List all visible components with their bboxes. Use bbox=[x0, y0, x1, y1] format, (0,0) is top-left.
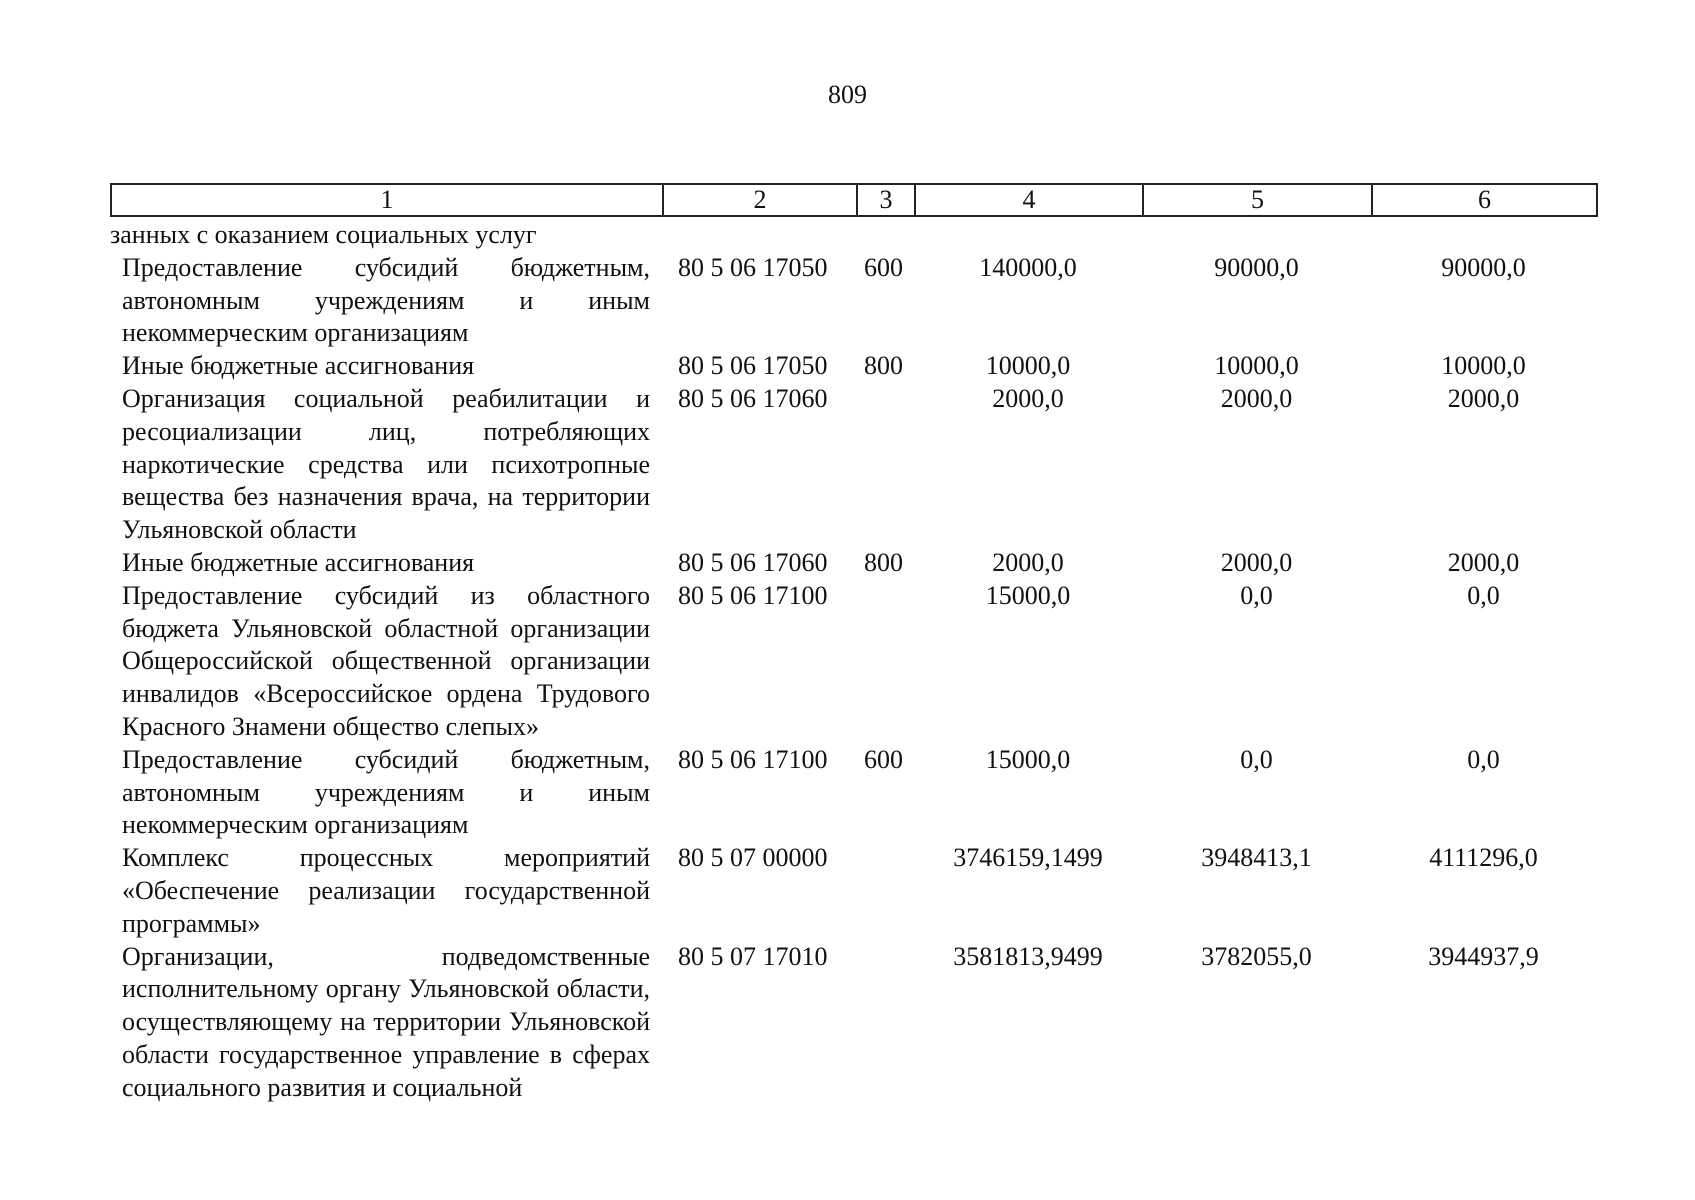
row-expense-type: 800 bbox=[864, 351, 903, 381]
row-amount-col6: 0,0 bbox=[1467, 744, 1500, 774]
table-row bbox=[110, 941, 1596, 1105]
column-header-row bbox=[111, 184, 1597, 216]
row-amount-col4: 2000,0 bbox=[992, 547, 1064, 577]
row-name: Иные бюджетные ассигнования bbox=[122, 547, 475, 577]
table-row bbox=[110, 842, 1596, 940]
row-expense-type bbox=[856, 580, 914, 744]
table-row bbox=[110, 383, 1596, 547]
table-row bbox=[110, 252, 1596, 350]
row-expense-type bbox=[856, 383, 914, 547]
row-amount-col5: 10000,0 bbox=[1214, 351, 1299, 381]
column-header-table bbox=[110, 183, 1598, 217]
row-amount-col5: 3782055,0 bbox=[1201, 941, 1312, 971]
row-amount-col4: 140000,0 bbox=[979, 252, 1077, 282]
row-expense-type: 600 bbox=[864, 252, 903, 282]
row-expense-type bbox=[856, 842, 914, 940]
row-amount-col5: 90000,0 bbox=[1214, 252, 1299, 282]
column-header-1: 1 bbox=[111, 184, 663, 216]
row-name: Организации, подведомственные исполнительному органу Ульяновской области, осуществляющему на территории Ульяновской области государственное управление в сферах социального развития и социальной bbox=[122, 941, 650, 1102]
row-expense-type: 600 bbox=[864, 744, 903, 774]
table-row bbox=[110, 744, 1596, 842]
row-name: занных с оказанием социальных услуг bbox=[110, 220, 537, 249]
column-header-4: 4 bbox=[915, 184, 1143, 216]
row-code: 80 5 06 17060 bbox=[678, 383, 828, 413]
row-expense-type bbox=[856, 941, 914, 1105]
budget-table-body bbox=[110, 219, 1596, 1105]
row-amount-col5: 0,0 bbox=[1240, 744, 1273, 774]
row-name: Иные бюджетные ассигнования bbox=[122, 351, 475, 381]
row-code: 80 5 06 17100 bbox=[678, 744, 828, 774]
row-code: 80 5 06 17050 bbox=[678, 351, 828, 381]
row-amount-col5 bbox=[1142, 219, 1371, 252]
row-amount-col4: 15000,0 bbox=[985, 580, 1071, 610]
row-amount-col4: 3746159,1499 bbox=[953, 843, 1103, 873]
row-amount-col5: 0,0 bbox=[1240, 580, 1273, 610]
row-amount-col5: 2000,0 bbox=[1220, 383, 1293, 413]
row-expense-type: 800 bbox=[864, 547, 903, 577]
table-row bbox=[110, 219, 1596, 252]
row-amount-col6 bbox=[1371, 219, 1596, 252]
row-code: 80 5 07 00000 bbox=[678, 843, 828, 873]
column-header-2: 2 bbox=[663, 184, 857, 216]
table-row bbox=[110, 580, 1596, 744]
row-amount-col4 bbox=[914, 219, 1142, 252]
row-code: 80 5 06 17100 bbox=[678, 580, 828, 610]
column-header-3: 3 bbox=[857, 184, 915, 216]
column-header-5: 5 bbox=[1143, 184, 1372, 216]
row-amount-col4: 10000,0 bbox=[985, 351, 1071, 381]
table-row bbox=[110, 350, 1596, 383]
row-amount-col4: 15000,0 bbox=[985, 744, 1071, 774]
row-amount-col6: 4111296,0 bbox=[1429, 843, 1538, 873]
row-code: 80 5 06 17060 bbox=[678, 547, 828, 577]
row-code: 80 5 07 17010 bbox=[678, 941, 828, 971]
row-name: Предоставление субсидий бюджетным, автономным учреждениям и иным некоммерческим организациям bbox=[122, 744, 650, 840]
row-name: Предоставление субсидий бюджетным, автономным учреждениям и иным некоммерческим организациям bbox=[122, 252, 650, 348]
table-row bbox=[110, 547, 1596, 580]
row-amount-col6: 90000,0 bbox=[1441, 252, 1526, 282]
column-header-6: 6 bbox=[1372, 184, 1597, 216]
row-amount-col6: 10000,0 bbox=[1441, 351, 1526, 381]
row-amount-col5: 3948413,1 bbox=[1201, 843, 1312, 873]
row-name: Комплекс процессных мероприятий «Обеспечение реализации государственной программы» bbox=[122, 843, 650, 938]
row-amount-col4: 2000,0 bbox=[992, 383, 1064, 413]
budget-table bbox=[110, 219, 1596, 1105]
row-amount-col6: 2000,0 bbox=[1447, 547, 1520, 577]
row-code: 80 5 06 17050 bbox=[678, 252, 828, 282]
row-name: Организация социальной реабилитации и ресоциализации лиц, потребляющих наркотические средства или психотропные вещества без назначения врача, на территории Ульяновской области bbox=[122, 383, 650, 545]
row-name: Предоставление субсидий из областного бюджета Ульяновской областной организации Общероссийской общественной организации инвалидов «Всероссийское ордена Трудового Красного Знамени общество слепых» bbox=[122, 580, 650, 741]
row-amount-col4: 3581813,9499 bbox=[953, 941, 1103, 971]
row-amount-col5: 2000,0 bbox=[1220, 547, 1293, 577]
page-number: 809 bbox=[828, 80, 867, 109]
row-expense-type bbox=[856, 219, 914, 252]
row-code bbox=[662, 219, 856, 252]
row-amount-col6: 3944937,9 bbox=[1428, 941, 1539, 971]
row-amount-col6: 0,0 bbox=[1467, 580, 1500, 610]
row-amount-col6: 2000,0 bbox=[1447, 383, 1520, 413]
